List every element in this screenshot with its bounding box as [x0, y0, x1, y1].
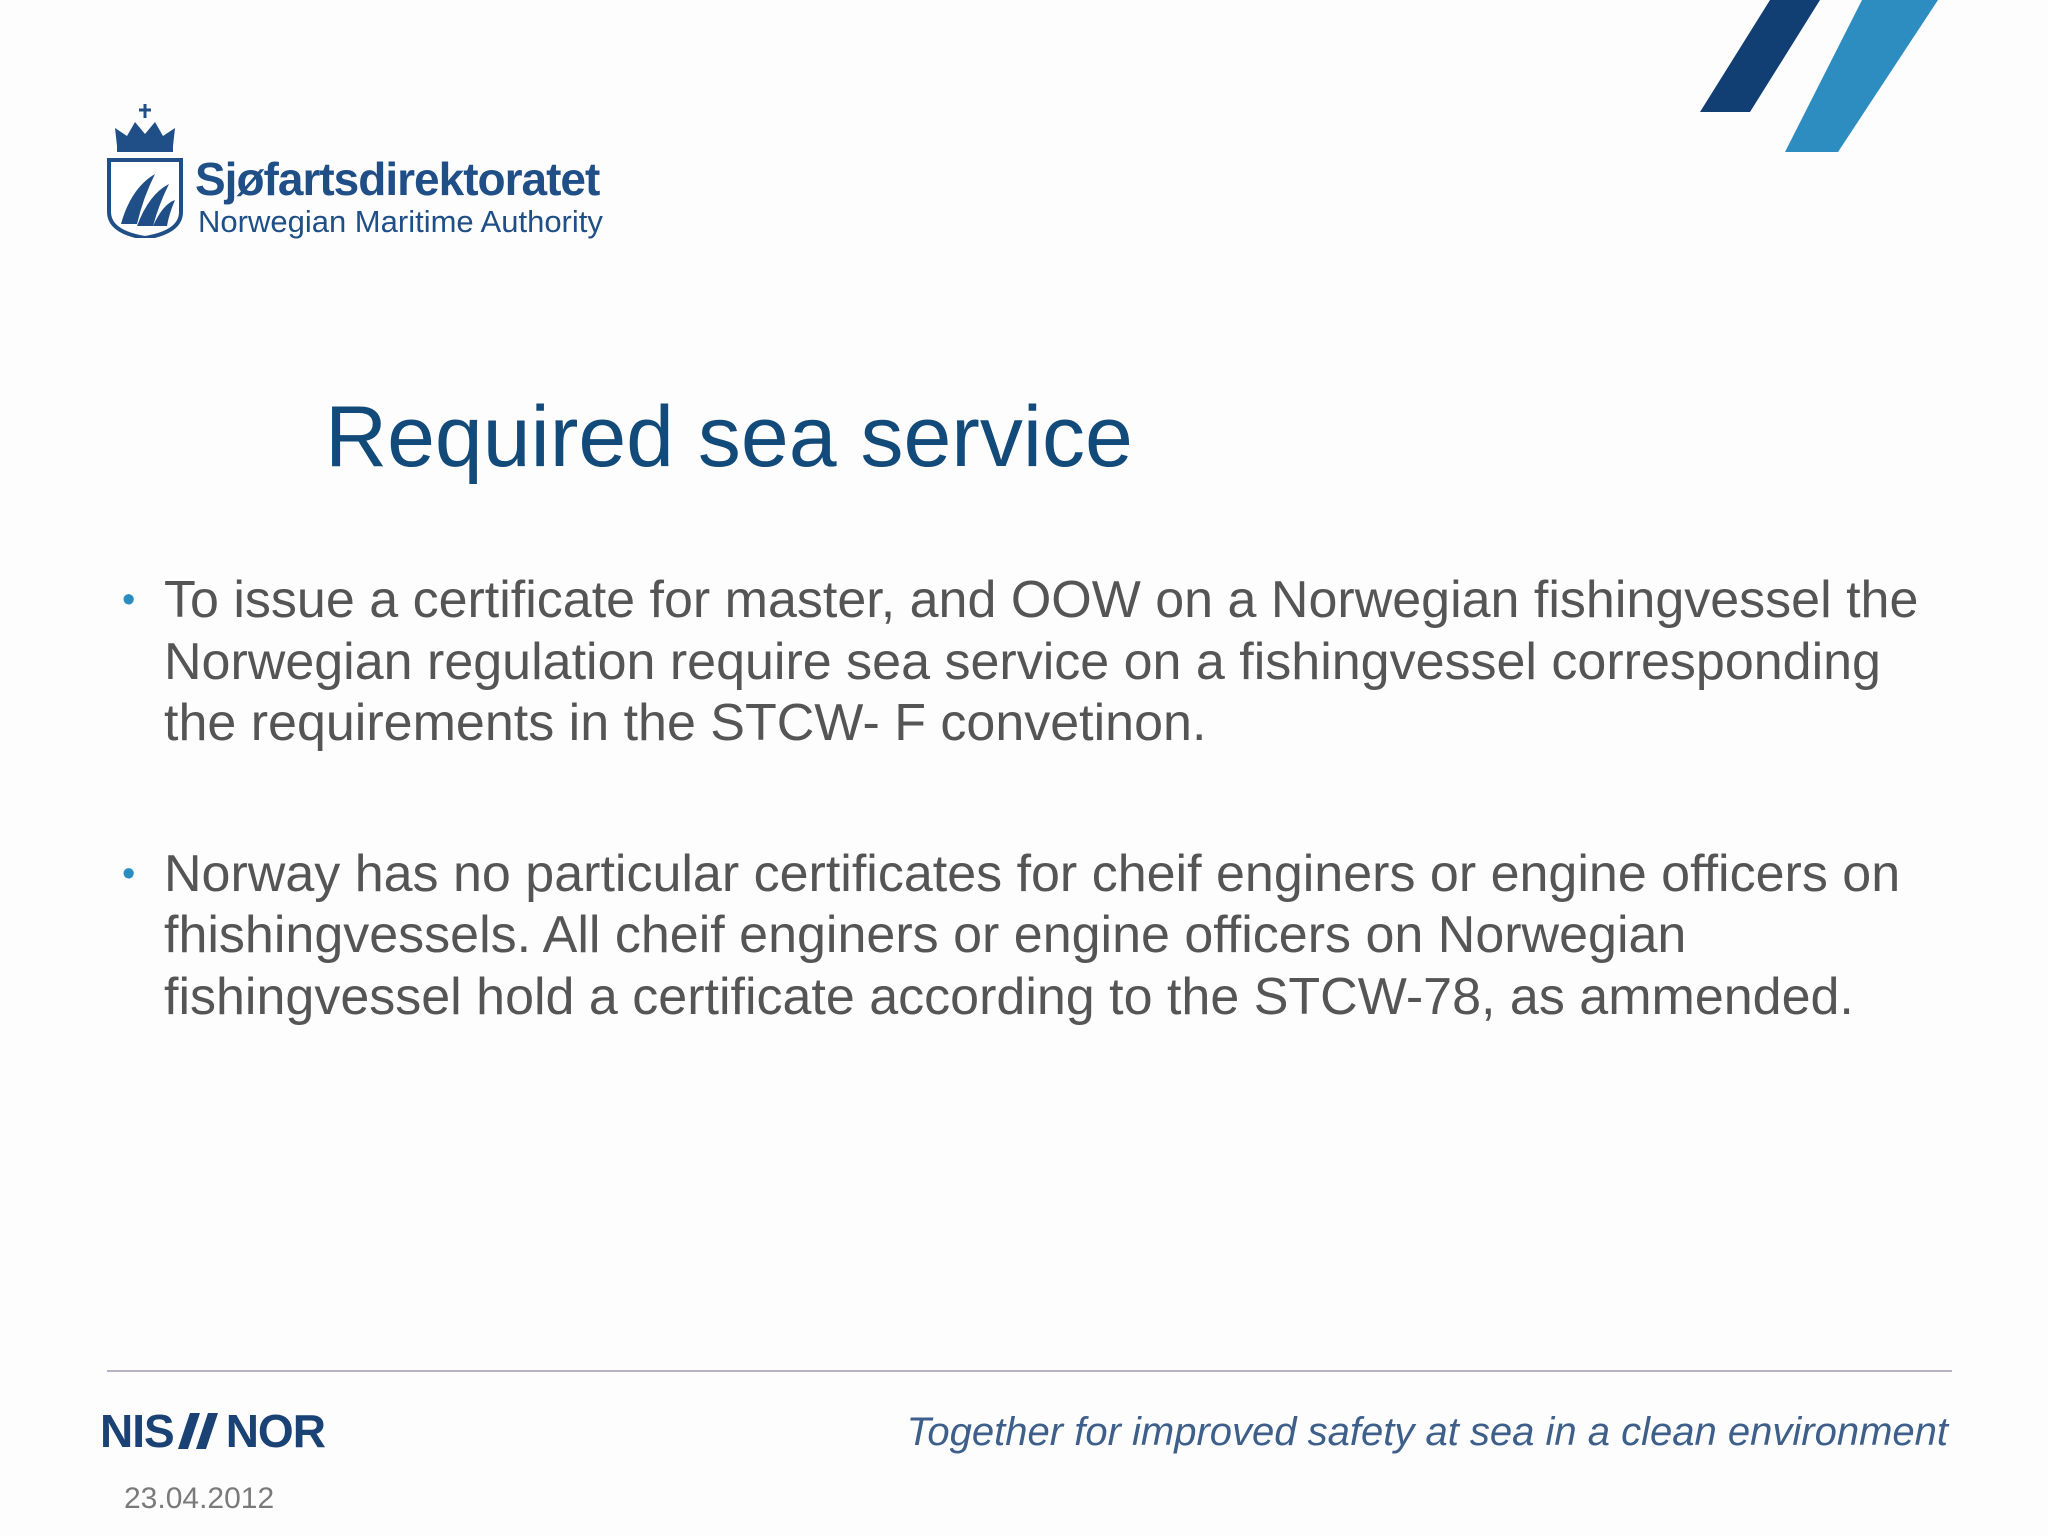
logo-name: Sjøfartsdirektoratet [195, 153, 600, 205]
bullet-marker: • [122, 579, 136, 621]
bullet-item [122, 844, 1922, 1029]
light-stripe [1785, 0, 1938, 152]
authority-logo [107, 104, 627, 244]
bullet-list [122, 570, 1922, 1117]
crown-shield-emblem-icon [107, 104, 183, 238]
bullet-text: Norway has no particular certificates for cheif enginers or engine officers on fhishingvessels. All cheif enginers or engine officers on Norwegian fishingvessel hold a certificate according to the STCW-78, as ammended. [164, 844, 1901, 1026]
footer-divider [107, 1370, 1952, 1372]
slide-title: Required sea service [325, 389, 1133, 485]
nis-nor-logo [100, 1405, 325, 1457]
slide-date: 23.04.2012 [124, 1482, 275, 1515]
logo-subtitle: Norwegian Maritime Authority [198, 204, 603, 239]
double-slash-icon [178, 1413, 222, 1449]
dark-stripe [1700, 0, 1820, 112]
nis-nor-logo-left: NIS [100, 1405, 174, 1457]
nis-nor-logo-right: NOR [225, 1405, 325, 1457]
footer-tagline: Together for improved safety at sea in a clean environment [906, 1410, 1948, 1454]
bullet-text: To issue a certificate for master, and OOW on a Norwegian fishingvessel the Norwegian regulation require sea service on a fishingvessel corresponding the requirements in the STCW- F convetinon. [164, 571, 1919, 752]
bullet-marker: • [122, 852, 136, 895]
bullet-item [122, 570, 1922, 755]
decorative-stripes [1690, 0, 1960, 160]
